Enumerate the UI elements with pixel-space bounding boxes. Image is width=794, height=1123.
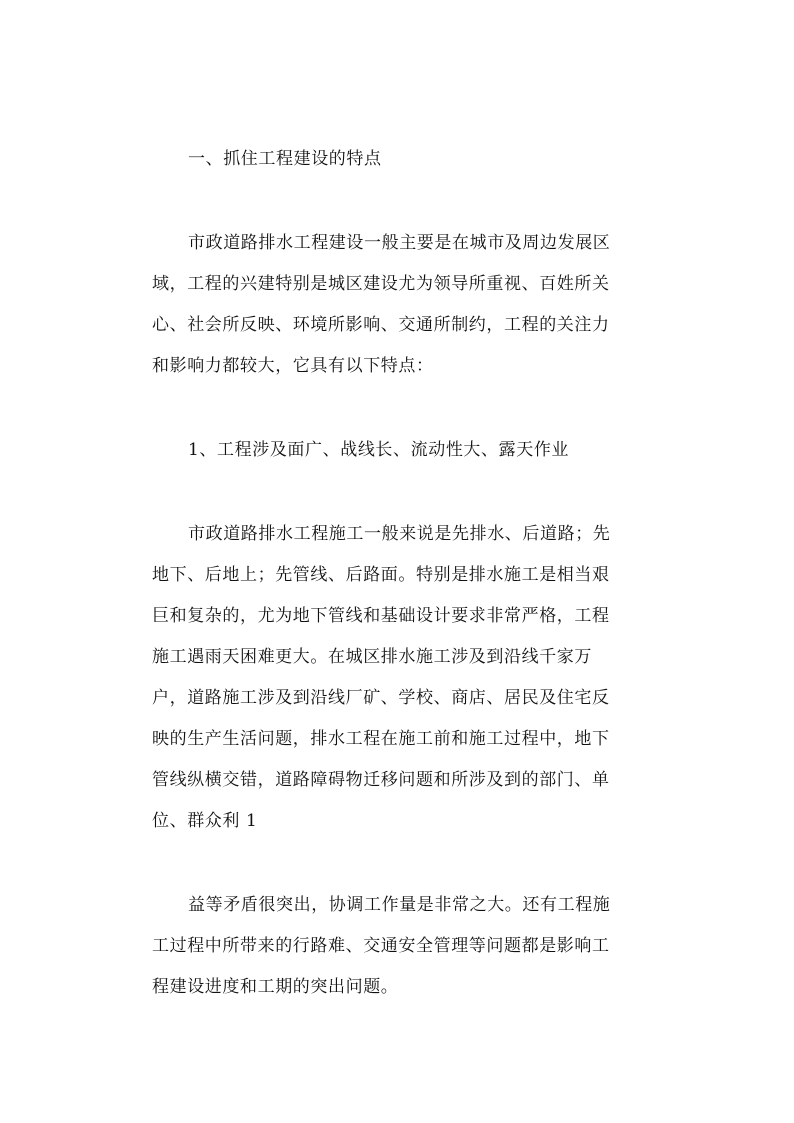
paragraph-line: 和影响力都较大，它具有以下特点： bbox=[152, 356, 434, 376]
paragraph-line: 位、群众利 1 bbox=[152, 811, 258, 831]
paragraph-line: 施工遇雨天困难更大。在城区排水施工涉及到沿线千家万 bbox=[152, 647, 592, 667]
paragraph-line: 地下、后地上；先管线、后路面。特别是排水施工是相当艰 bbox=[152, 565, 610, 585]
paragraph-line: 工过程中所带来的行路难、交通安全管理等问题都是影响工 bbox=[152, 936, 610, 956]
paragraph-line: 心、社会所反映、环境所影响、交通所制约，工程的关注力 bbox=[152, 315, 610, 335]
paragraph-line: 程建设进度和工期的突出问题。 bbox=[152, 977, 399, 997]
section-heading: 一、抓住工程建设的特点 bbox=[188, 149, 382, 169]
paragraph-line: 益等矛盾很突出，协调工作量是非常之大。还有工程施 bbox=[188, 895, 611, 915]
paragraph-line: 巨和复杂的，尤为地下管线和基础设计要求非常严格，工程 bbox=[152, 606, 610, 626]
paragraph-line: 市政道路排水工程施工一般来说是先排水、后道路；先 bbox=[188, 524, 611, 544]
paragraph-line: 管线纵横交错，道路障碍物迁移问题和所涉及到的部门、单 bbox=[152, 770, 610, 790]
paragraph-line: 户，道路施工涉及到沿线厂矿、学校、商店、居民及住宅反 bbox=[152, 688, 610, 708]
paragraph-line: 市政道路排水工程建设一般主要是在城市及周边发展区 bbox=[188, 233, 611, 253]
paragraph-line: 映的生产生活问题，排水工程在施工前和施工过程中，地下 bbox=[152, 729, 610, 749]
subsection-heading: 1、工程涉及面广、战线长、流动性大、露天作业 bbox=[188, 440, 570, 460]
paragraph-line: 域，工程的兴建特别是城区建设尤为领导所重视、百姓所关 bbox=[152, 274, 610, 294]
